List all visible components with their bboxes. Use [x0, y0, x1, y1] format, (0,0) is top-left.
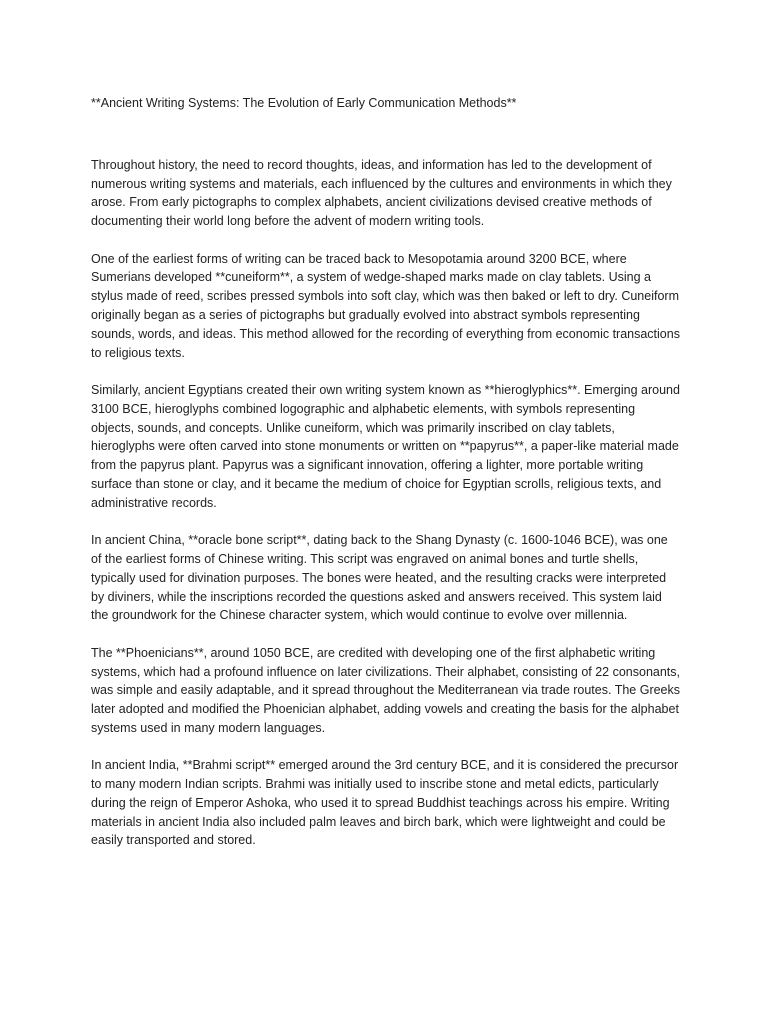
- paragraph-intro: Throughout history, the need to record thoughts, ideas, and information has led to the development of numerous writing systems and materials, each influenced by the cultures and environments in which they arose. From early pictographs to complex alphabets, ancient civilizations devised creative methods of documenting their world long before the advent of modern writing tools.: [91, 157, 672, 229]
- document-title: **Ancient Writing Systems: The Evolution of Early Communication Methods**: [91, 96, 517, 110]
- paragraph-oracle-bone-script: In ancient China, **oracle bone script**, dating back to the Shang Dynasty (c. 1600-1046 BCE), was one of the earliest forms of Chinese writing. This script was engraved on animal bones and turtle shells, typically used for divination purposes. The bones were heated, and the resulting cracks were interpreted by diviners, while the inscriptions recorded the questions asked and answers received. This system laid the groundwork for the Chinese character system, which would continue to evolve over millennia.: [91, 533, 668, 623]
- document-page: [91, 94, 681, 869]
- paragraph-cuneiform: One of the earliest forms of writing can be traced back to Mesopotamia around 3200 BCE, where Sumerians developed **cuneiform**, a system of wedge-shaped marks made on clay tablets. Using a stylus made of reed, scribes pressed symbols into soft clay, which was then baked or left to dry. Cuneiform originally began as a series of pictographs but gradually evolved into abstract symbols representing sounds, words, and ideas. This method allowed for the recording of everything from economic transactions to religious texts.: [91, 251, 680, 360]
- paragraph-hieroglyphics: Similarly, ancient Egyptians created their own writing system known as **hieroglyphics**. Emerging around 3100 BCE, hieroglyphs combined logographic and alphabetic elements, with symbols representing objects, sounds, and concepts. Unlike cuneiform, which was primarily inscribed on clay tablets, hieroglyphs were often carved into stone monuments or written on **papyrus**, a paper-like material made from the papyrus plant. Papyrus was a significant innovation, offering a lighter, more portable writing surface than stone or clay, and it became the medium of choice for Egyptian scrolls, religious texts, and administrative records.: [91, 382, 680, 510]
- paragraph-phoenicians: The **Phoenicians**, around 1050 BCE, are credited with developing one of the first alphabetic writing systems, which had a profound influence on later civilizations. Their alphabet, consisting of 22 consonants, was simple and easily adaptable, and it spread throughout the Mediterranean via trade routes. The Greeks later adopted and modified the Phoenician alphabet, adding vowels and creating the basis for the alphabet systems used in many modern languages.: [91, 645, 681, 735]
- paragraph-brahmi-script: In ancient India, **Brahmi script** emerged around the 3rd century BCE, and it is considered the precursor to many modern Indian scripts. Brahmi was initially used to inscribe stone and metal edicts, particularly during the reign of Emperor Ashoka, who used it to spread Buddhist teachings across his empire. Writing materials in ancient India also included palm leaves and birch bark, which were lightweight and could be easily transported and stored.: [91, 758, 679, 848]
